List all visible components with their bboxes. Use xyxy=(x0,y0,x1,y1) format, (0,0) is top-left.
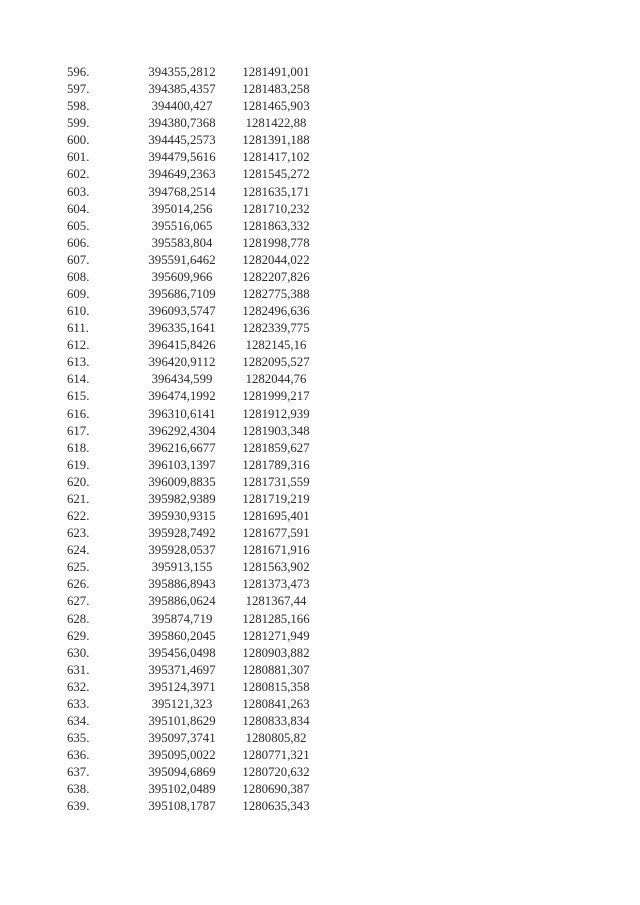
y-coordinate: 1281677,591 xyxy=(242,526,310,541)
x-coordinate: 395930,9315 xyxy=(148,509,216,524)
y-coordinate: 1280833,834 xyxy=(242,713,310,728)
row-number: 607. xyxy=(67,252,90,267)
y-coordinate: 1280771,321 xyxy=(242,748,310,763)
table-row xyxy=(0,371,640,388)
row-number: 614. xyxy=(67,372,90,387)
y-coordinate: 1281545,272 xyxy=(242,167,310,182)
row-number: 611. xyxy=(67,321,89,336)
table-row xyxy=(0,457,640,474)
x-coordinate: 394768,2514 xyxy=(148,184,216,199)
x-coordinate: 394649,2363 xyxy=(148,167,216,182)
y-coordinate: 1281635,171 xyxy=(242,184,310,199)
table-row xyxy=(0,713,640,730)
table-row xyxy=(0,576,640,593)
y-coordinate: 1281671,916 xyxy=(242,543,310,558)
x-coordinate: 394380,7368 xyxy=(148,116,216,131)
table-row xyxy=(0,628,640,645)
table-row xyxy=(0,662,640,679)
row-number: 597. xyxy=(67,82,90,97)
x-coordinate: 395583,804 xyxy=(151,235,213,250)
table-row xyxy=(0,320,640,337)
row-number: 608. xyxy=(67,269,90,284)
x-coordinate: 395014,256 xyxy=(151,201,213,216)
table-row xyxy=(0,764,640,781)
table-row xyxy=(0,388,640,405)
row-number: 602. xyxy=(67,167,90,182)
y-coordinate: 1282044,022 xyxy=(242,252,310,267)
row-number: 598. xyxy=(67,99,90,114)
x-coordinate: 395371,4697 xyxy=(148,662,216,677)
x-coordinate: 395886,8943 xyxy=(148,577,216,592)
table-row xyxy=(0,747,640,764)
x-coordinate: 396009,8835 xyxy=(148,474,216,489)
y-coordinate: 1280635,343 xyxy=(242,799,310,814)
y-coordinate: 1281417,102 xyxy=(242,150,310,165)
row-number: 621. xyxy=(67,491,90,506)
row-number: 626. xyxy=(67,577,90,592)
y-coordinate: 1282207,826 xyxy=(242,269,310,284)
table-row xyxy=(0,132,640,149)
table-row xyxy=(0,235,640,252)
y-coordinate: 1280690,387 xyxy=(242,782,310,797)
y-coordinate: 1280720,632 xyxy=(242,765,310,780)
table-row xyxy=(0,81,640,98)
y-coordinate: 1281285,166 xyxy=(242,611,310,626)
table-row xyxy=(0,406,640,423)
row-number: 637. xyxy=(67,765,90,780)
table-row xyxy=(0,201,640,218)
row-number: 606. xyxy=(67,235,90,250)
row-number: 616. xyxy=(67,406,90,421)
y-coordinate: 1281731,559 xyxy=(242,474,310,489)
x-coordinate: 395982,9389 xyxy=(148,491,216,506)
table-row xyxy=(0,593,640,610)
table-row xyxy=(0,303,640,320)
y-coordinate: 1280805,82 xyxy=(245,731,307,746)
row-number: 613. xyxy=(67,355,90,370)
x-coordinate: 396093,5747 xyxy=(148,304,216,319)
table-row xyxy=(0,525,640,542)
x-coordinate: 394479,5616 xyxy=(148,150,216,165)
table-row xyxy=(0,354,640,371)
row-number: 629. xyxy=(67,628,90,643)
table-row xyxy=(0,218,640,235)
table-row xyxy=(0,474,640,491)
y-coordinate: 1282095,527 xyxy=(242,355,310,370)
table-row xyxy=(0,252,640,269)
coordinate-table xyxy=(0,64,640,815)
row-number: 624. xyxy=(67,543,90,558)
x-coordinate: 395095,0022 xyxy=(148,748,216,763)
x-coordinate: 395516,065 xyxy=(151,218,213,233)
table-row xyxy=(0,611,640,628)
row-number: 615. xyxy=(67,389,90,404)
x-coordinate: 396310,6141 xyxy=(148,406,216,421)
row-number: 596. xyxy=(67,65,90,79)
row-number: 627. xyxy=(67,594,90,609)
x-coordinate: 394445,2573 xyxy=(148,133,216,148)
x-coordinate: 395101,8629 xyxy=(148,713,216,728)
y-coordinate: 1280815,358 xyxy=(242,679,310,694)
x-coordinate: 395860,2045 xyxy=(148,628,216,643)
x-coordinate: 396216,6677 xyxy=(148,440,216,455)
row-number: 630. xyxy=(67,645,90,660)
row-number: 620. xyxy=(67,474,90,489)
row-number: 610. xyxy=(67,304,90,319)
x-coordinate: 395886,0624 xyxy=(148,594,216,609)
y-coordinate: 1282044,76 xyxy=(245,372,307,387)
table-row xyxy=(0,645,640,662)
row-number: 623. xyxy=(67,526,90,541)
x-coordinate: 395913,155 xyxy=(151,560,213,575)
row-number: 609. xyxy=(67,287,90,302)
row-number: 631. xyxy=(67,662,90,677)
x-coordinate: 396292,4304 xyxy=(148,423,216,438)
table-row xyxy=(0,98,640,115)
row-number: 635. xyxy=(67,731,90,746)
y-coordinate: 1281789,316 xyxy=(242,457,310,472)
y-coordinate: 1281373,473 xyxy=(242,577,310,592)
x-coordinate: 395094,6869 xyxy=(148,765,216,780)
x-coordinate: 395928,7492 xyxy=(148,526,216,541)
y-coordinate: 1281999,217 xyxy=(242,389,310,404)
y-coordinate: 1281491,001 xyxy=(242,65,310,79)
row-number: 618. xyxy=(67,440,90,455)
table-row xyxy=(0,286,640,303)
y-coordinate: 1281863,332 xyxy=(242,218,310,233)
y-coordinate: 1281391,188 xyxy=(242,133,310,148)
table-row xyxy=(0,423,640,440)
table-row xyxy=(0,696,640,713)
x-coordinate: 395928,0537 xyxy=(148,543,216,558)
y-coordinate: 1282145,16 xyxy=(245,338,307,353)
y-coordinate: 1281422,88 xyxy=(245,116,307,131)
x-coordinate: 394355,2812 xyxy=(148,65,216,79)
y-coordinate: 1281719,219 xyxy=(242,491,310,506)
x-coordinate: 394385,4357 xyxy=(148,82,216,97)
row-number: 628. xyxy=(67,611,90,626)
table-row xyxy=(0,491,640,508)
row-number: 600. xyxy=(67,133,90,148)
table-row xyxy=(0,730,640,747)
x-coordinate: 395591,6462 xyxy=(148,252,216,267)
x-coordinate: 395121,323 xyxy=(151,696,213,711)
row-number: 636. xyxy=(67,748,90,763)
row-number: 603. xyxy=(67,184,90,199)
y-coordinate: 1282496,636 xyxy=(242,304,310,319)
x-coordinate: 396474,1992 xyxy=(148,389,216,404)
x-coordinate: 395097,3741 xyxy=(148,731,216,746)
table-row xyxy=(0,184,640,201)
y-coordinate: 1282775,388 xyxy=(242,287,310,302)
row-number: 625. xyxy=(67,560,90,575)
y-coordinate: 1280903,882 xyxy=(242,645,310,660)
y-coordinate: 1280841,263 xyxy=(242,696,310,711)
x-coordinate: 396103,1397 xyxy=(148,457,216,472)
y-coordinate: 1280881,307 xyxy=(242,662,310,677)
y-coordinate: 1281483,258 xyxy=(242,82,310,97)
row-number: 622. xyxy=(67,509,90,524)
table-row xyxy=(0,781,640,798)
x-coordinate: 395124,3971 xyxy=(148,679,216,694)
table-row xyxy=(0,559,640,576)
x-coordinate: 396335,1641 xyxy=(148,321,216,336)
row-number: 599. xyxy=(67,116,90,131)
x-coordinate: 395609,966 xyxy=(151,269,213,284)
row-number: 601. xyxy=(67,150,90,165)
table-row xyxy=(0,440,640,457)
x-coordinate: 396415,8426 xyxy=(148,338,216,353)
y-coordinate: 1281271,949 xyxy=(242,628,310,643)
y-coordinate: 1282339,775 xyxy=(242,321,310,336)
table-row xyxy=(0,115,640,132)
y-coordinate: 1281695,401 xyxy=(242,509,310,524)
row-number: 605. xyxy=(67,218,90,233)
row-number: 634. xyxy=(67,713,90,728)
table-row xyxy=(0,798,640,815)
table-row xyxy=(0,679,640,696)
x-coordinate: 395456,0498 xyxy=(148,645,216,660)
x-coordinate: 396420,9112 xyxy=(148,355,216,370)
y-coordinate: 1281367,44 xyxy=(245,594,307,609)
row-number: 619. xyxy=(67,457,90,472)
table-row xyxy=(0,337,640,354)
x-coordinate: 395108,1787 xyxy=(148,799,216,814)
row-number: 633. xyxy=(67,696,90,711)
y-coordinate: 1281563,902 xyxy=(242,560,310,575)
x-coordinate: 396434,599 xyxy=(151,372,213,387)
x-coordinate: 395102,0489 xyxy=(148,782,216,797)
row-number: 604. xyxy=(67,201,90,216)
y-coordinate: 1281998,778 xyxy=(242,235,310,250)
y-coordinate: 1281710,232 xyxy=(242,201,310,216)
table-row xyxy=(0,166,640,183)
row-number: 632. xyxy=(67,679,90,694)
table-row xyxy=(0,542,640,559)
x-coordinate: 394400,427 xyxy=(151,99,213,114)
row-number: 617. xyxy=(67,423,90,438)
row-number: 612. xyxy=(67,338,90,353)
y-coordinate: 1281912,939 xyxy=(242,406,310,421)
row-number: 638. xyxy=(67,782,90,797)
table-row xyxy=(0,64,640,81)
table-row xyxy=(0,269,640,286)
table-row xyxy=(0,508,640,525)
row-number: 639. xyxy=(67,799,90,814)
table-row xyxy=(0,149,640,166)
x-coordinate: 395874,719 xyxy=(151,611,213,626)
y-coordinate: 1281859,627 xyxy=(242,440,310,455)
y-coordinate: 1281465,903 xyxy=(242,99,310,114)
y-coordinate: 1281903,348 xyxy=(242,423,310,438)
x-coordinate: 395686,7109 xyxy=(148,287,216,302)
